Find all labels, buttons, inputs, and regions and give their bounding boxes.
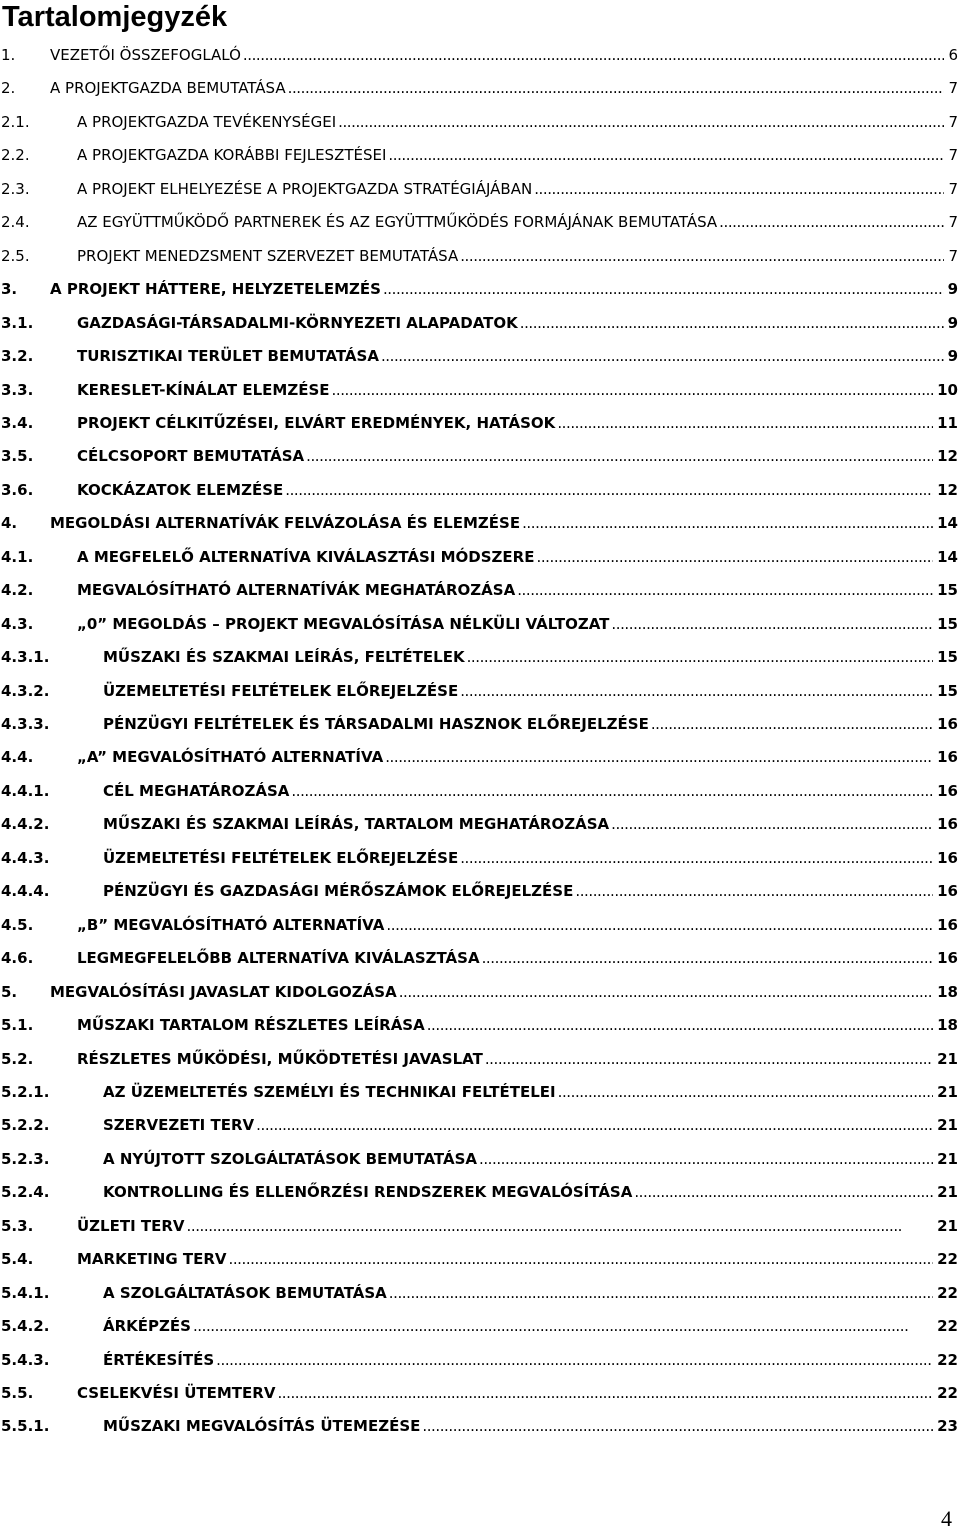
toc-dot-leader (634, 1181, 933, 1203)
toc-entry-title[interactable]: VEZETŐI ÖSSZEFOGLALÓ (50, 46, 241, 64)
toc-entry-body (103, 646, 960, 668)
toc-entry-title[interactable]: CÉLCSOPORT BEMUTATÁSA (77, 447, 305, 466)
toc-entry-body (50, 278, 960, 300)
toc-entry-page[interactable]: 6 (948, 46, 958, 64)
toc-entry-title[interactable]: „B” MEGVALÓSÍTHATÓ ALTERNATÍVA (77, 915, 385, 934)
toc-entry-body (77, 245, 960, 267)
toc-entry-number: 5.4.2. (1, 1317, 50, 1336)
toc-entry-number: 5.4.1. (1, 1283, 50, 1302)
toc-entry-body (77, 345, 960, 367)
toc-dot-leader (332, 379, 934, 401)
toc-entry-title[interactable]: CÉL MEGHATÁROZÁSA (103, 781, 290, 800)
toc-entry[interactable] (0, 379, 960, 401)
toc-dot-leader (651, 713, 933, 735)
toc-entry-page[interactable]: 7 (948, 179, 958, 198)
toc-entry-title[interactable]: TURISZTIKAI TERÜLET BEMUTATÁSA (77, 347, 379, 366)
toc-entry-number: 5.5. (1, 1384, 34, 1402)
toc-entry-page[interactable]: 22 (937, 1283, 958, 1302)
toc-entry-page[interactable]: 15 (937, 614, 958, 633)
toc-entry-title[interactable]: PROJEKT MENEDZSMENT SZERVEZET BEMUTATÁSA (77, 246, 459, 265)
toc-entry-body (103, 1349, 960, 1371)
toc-entry-title[interactable]: MŰSZAKI ÉS SZAKMAI LEÍRÁS, TARTALOM MEGHATÁROZÁSA (103, 815, 610, 834)
toc-entry-title[interactable]: A PROJEKTGAZDA TEVÉKENYSÉGEI (77, 112, 337, 131)
toc-entry-body (77, 746, 960, 768)
toc-entry[interactable] (0, 111, 960, 133)
toc-dot-leader (399, 981, 933, 1003)
toc-entry-title[interactable]: ÜZEMELTETÉSI FELTÉTELEK ELŐREJELZÉSE (103, 848, 459, 867)
toc-entry[interactable] (0, 1415, 960, 1437)
toc-entry-page[interactable]: 23 (937, 1417, 958, 1436)
toc-entry[interactable] (0, 1215, 960, 1237)
toc-entry-number: 2.3. (1, 179, 30, 198)
toc-dot-leader (229, 1248, 934, 1270)
toc-entry-title[interactable]: PÉNZÜGYI ÉS GAZDASÁGI MÉRŐSZÁMOK ELŐREJELZÉSE (103, 882, 574, 901)
toc-entry-body (77, 1014, 960, 1036)
toc-entry-number: 2.1. (1, 112, 30, 131)
toc-dot-leader (193, 1315, 933, 1337)
toc-entry-body (77, 947, 960, 969)
toc-entry-title[interactable]: MEGVALÓSÍTÁSI JAVASLAT KIDOLGOZÁSA (50, 982, 397, 1001)
toc-entry-title[interactable]: CSELEKVÉSI ÜTEMTERV (77, 1384, 276, 1402)
toc-dot-leader (460, 245, 944, 267)
toc-entry-page[interactable]: 7 (948, 112, 958, 131)
toc-entry[interactable] (0, 914, 960, 936)
toc-entry-body (77, 445, 960, 467)
toc-entry[interactable] (0, 680, 960, 702)
toc-entry-body (50, 512, 960, 534)
toc-entry-body (103, 1415, 960, 1437)
toc-entry[interactable] (0, 512, 960, 534)
toc-entry-page[interactable]: 7 (948, 213, 958, 232)
toc-entry-body (103, 680, 960, 702)
toc-entry-page[interactable]: 7 (948, 79, 958, 98)
toc-entry-number: 4.3.2. (1, 681, 50, 700)
toc-entry-body (77, 613, 960, 635)
toc-entry-number: 5.4.3. (1, 1350, 50, 1369)
toc-dot-leader (288, 77, 945, 99)
toc-entry[interactable] (0, 1315, 960, 1337)
toc-entry-title[interactable]: A PROJEKT HÁTTERE, HELYZETELEMZÉS (50, 280, 381, 299)
toc-entry-title[interactable]: A PROJEKT ELHELYEZÉSE A PROJEKTGAZDA STRATÉGIÁJÁBAN (77, 179, 533, 198)
toc-entry-page[interactable]: 9 (947, 347, 958, 366)
toc-entry-page[interactable]: 9 (947, 313, 958, 332)
toc-dot-leader (256, 1114, 933, 1136)
toc-entry-page[interactable]: 21 (937, 1216, 958, 1235)
toc-entry-page[interactable]: 12 (937, 480, 958, 499)
toc-entry-number: 4.3.3. (1, 715, 50, 733)
toc-entry[interactable] (0, 445, 960, 467)
toc-entry-body (77, 1382, 960, 1404)
toc-entry-number: 2.5. (1, 246, 30, 265)
toc-entry-page[interactable]: 16 (937, 715, 958, 733)
toc-entry-page[interactable]: 16 (937, 815, 958, 834)
toc-dot-leader (381, 345, 944, 367)
toc-entry-number: 4.4.2. (1, 815, 50, 834)
toc-entry-title[interactable]: RÉSZLETES MŰKÖDÉSI, MŰKÖDTETÉSI JAVASLAT (77, 1049, 483, 1068)
toc-entry-number: 3.1. (1, 313, 34, 332)
toc-entry[interactable] (0, 245, 960, 267)
toc-entry-page[interactable]: 21 (937, 1082, 958, 1101)
toc-entry-title[interactable]: ÉRTÉKESÍTÉS (103, 1350, 215, 1369)
toc-dot-leader (467, 646, 934, 668)
toc-entry[interactable] (0, 813, 960, 835)
toc-dot-leader (285, 479, 933, 501)
toc-entry-number: 5.3. (1, 1216, 34, 1235)
toc-entry[interactable] (0, 947, 960, 969)
toc-entry-body (77, 1048, 960, 1070)
toc-dot-leader (460, 680, 933, 702)
toc-entry-body (77, 144, 960, 166)
toc-entry-number: 3.4. (1, 413, 34, 432)
toc-dot-leader (338, 111, 944, 133)
toc-entry[interactable] (0, 579, 960, 601)
toc-entry[interactable] (0, 1148, 960, 1170)
toc-entry-number: 1. (1, 46, 16, 64)
toc-entry-number: 4.4.4. (1, 882, 50, 901)
toc-entry-page[interactable]: 16 (937, 949, 958, 968)
toc-dot-leader (306, 445, 933, 467)
toc-entry-body (103, 1081, 960, 1103)
toc-entry[interactable] (0, 746, 960, 768)
toc-entry-number: 4.1. (1, 547, 34, 566)
toc-dot-leader (187, 1215, 934, 1237)
toc-entry-page[interactable]: 9 (947, 280, 958, 299)
toc-entry-body (77, 579, 960, 601)
toc-entry-number: 4.4. (1, 748, 34, 767)
toc-entry-body (77, 412, 960, 434)
toc-dot-leader (482, 947, 934, 969)
toc-entry-number: 3. (1, 280, 18, 299)
toc-entry-title[interactable]: MARKETING TERV (77, 1250, 227, 1269)
toc-entry-title[interactable]: MEGOLDÁSI ALTERNATÍVÁK FELVÁZOLÁSA ÉS ELEMZÉSE (50, 514, 521, 533)
toc-entry-title[interactable]: PROJEKT CÉLKITŰZÉSEI, ELVÁRT EREDMÉNYEK, HATÁSOK (77, 413, 556, 432)
toc-entry-page[interactable]: 18 (937, 1016, 958, 1035)
toc-dot-leader (536, 546, 933, 568)
toc-entry-number: 4.3. (1, 614, 34, 633)
toc-entry-page[interactable]: 15 (937, 581, 958, 600)
toc-entry[interactable] (0, 847, 960, 869)
toc-dot-leader (558, 1081, 934, 1103)
toc-entry-body (103, 1315, 960, 1337)
toc-entry-number: 4.4.1. (1, 781, 50, 800)
toc-entry-title[interactable]: A PROJEKTGAZDA BEMUTATÁSA (50, 79, 286, 98)
toc-entry-title[interactable]: MŰSZAKI TARTALOM RÉSZLETES LEÍRÁSA (77, 1016, 425, 1035)
toc-entry-title[interactable]: „A” MEGVALÓSÍTHATÓ ALTERNATÍVA (77, 748, 384, 767)
toc-entry-body (77, 211, 960, 233)
toc-entry-number: 5.2.4. (1, 1183, 50, 1202)
toc-entry-body (103, 1181, 960, 1203)
toc-entry-title[interactable]: MEGVALÓSÍTHATÓ ALTERNATÍVÁK MEGHATÁROZÁSA (77, 581, 516, 600)
toc-entry-title[interactable]: MŰSZAKI MEGVALÓSÍTÁS ÜTEMEZÉSE (103, 1417, 421, 1436)
toc-entry-body (103, 813, 960, 835)
toc-entry-page[interactable]: 14 (937, 514, 958, 533)
toc-entry-page[interactable]: 16 (937, 748, 958, 767)
toc-entry-page[interactable]: 21 (937, 1149, 958, 1168)
toc-dot-leader (243, 44, 945, 66)
toc-entry[interactable] (0, 1081, 960, 1103)
toc-entry-page[interactable]: 14 (937, 547, 958, 566)
toc-entry-title[interactable]: ÜZLETI TERV (77, 1216, 185, 1235)
toc-entry-body (50, 981, 960, 1003)
toc-entry[interactable] (0, 713, 960, 735)
toc-entry-number: 5.2. (1, 1049, 34, 1068)
toc-entry-title[interactable]: PÉNZÜGYI FELTÉTELEK ÉS TÁRSADALMI HASZNOK ELŐREJELZÉSE (103, 715, 649, 733)
toc-entry[interactable] (0, 178, 960, 200)
toc-entry-body (50, 44, 960, 66)
toc-entry-body (77, 546, 960, 568)
toc-dot-leader (460, 847, 933, 869)
toc-dot-leader (522, 512, 933, 534)
toc-entry-number: 4.2. (1, 581, 34, 600)
toc-dot-leader (485, 1048, 933, 1070)
toc-dot-leader (389, 1282, 933, 1304)
toc-entry[interactable] (0, 44, 960, 66)
toc-entry-page[interactable]: 10 (937, 380, 958, 399)
toc-entry-number: 5.5.1. (1, 1417, 50, 1436)
toc-entry[interactable] (0, 345, 960, 367)
toc-entry[interactable] (0, 1248, 960, 1270)
toc-dot-leader (422, 1415, 933, 1437)
toc-dot-leader (277, 1382, 933, 1404)
toc-entry[interactable] (0, 312, 960, 334)
toc-entry-body (103, 847, 960, 869)
toc-entry-title[interactable]: GAZDASÁGI-TÁRSADALMI-KÖRNYEZETI ALAPADATOK (77, 313, 518, 332)
toc-entry-page[interactable]: 22 (937, 1250, 958, 1269)
toc-entry[interactable] (0, 780, 960, 802)
toc-entry-body (50, 77, 960, 99)
toc-entry-page[interactable]: 15 (937, 681, 958, 700)
toc-entry-body (77, 1248, 960, 1270)
toc-entry-title[interactable]: LEGMEGFELELŐBB ALTERNATÍVA KIVÁLASZTÁSA (77, 949, 480, 968)
toc-entry-title[interactable]: AZ EGYÜTTMŰKÖDŐ PARTNEREK ÉS AZ EGYÜTTMŰKÖDÉS FORMÁJÁNAK BEMUTATÁSA (77, 213, 718, 232)
toc-entry[interactable] (0, 646, 960, 668)
toc-entry[interactable] (0, 1114, 960, 1136)
toc-entry-title[interactable]: ÜZEMELTETÉSI FELTÉTELEK ELŐREJELZÉSE (103, 681, 459, 700)
toc-dot-leader (291, 780, 933, 802)
page-number: 4 (941, 1506, 952, 1531)
toc-entry-number: 2.2. (1, 146, 30, 165)
page-title: Tartalomjegyzék (2, 1, 228, 33)
toc-entry[interactable] (0, 1181, 960, 1203)
toc-entry-page[interactable]: 16 (937, 882, 958, 901)
toc-entry-number: 5.1. (1, 1016, 34, 1035)
toc-entry-number: 5.2.3. (1, 1149, 50, 1168)
toc-entry-page[interactable]: 12 (937, 447, 958, 466)
toc-entry-page[interactable]: 7 (948, 246, 958, 265)
toc-entry-number: 2. (1, 79, 16, 98)
toc-entry-number: 4.4.3. (1, 848, 50, 867)
toc-entry-number: 5.4. (1, 1250, 34, 1269)
toc-entry-number: 5. (1, 982, 18, 1001)
toc-entry[interactable] (0, 77, 960, 99)
toc-dot-leader (534, 178, 944, 200)
toc-entry-body (77, 379, 960, 401)
toc-entry-number: 3.5. (1, 447, 34, 466)
toc-entry[interactable] (0, 479, 960, 501)
toc-entry-title[interactable]: A MEGFELELŐ ALTERNATÍVA KIVÁLASZTÁSI MÓDSZERE (77, 547, 535, 566)
toc-entry-body (77, 479, 960, 501)
toc-entry-title[interactable]: SZERVEZETI TERV (103, 1116, 255, 1135)
toc-entry-number: 4.5. (1, 915, 34, 934)
toc-entry-page[interactable]: 21 (937, 1049, 958, 1068)
toc-dot-leader (557, 412, 933, 434)
toc-entry-title[interactable]: „0” MEGOLDÁS – PROJEKT MEGVALÓSÍTÁSA NÉLKÜLI VÁLTOZAT (77, 614, 610, 633)
toc-entry-page[interactable]: 16 (937, 915, 958, 934)
toc-entry[interactable] (0, 1382, 960, 1404)
toc-entry-number: 5.2.1. (1, 1082, 50, 1101)
toc-entry[interactable] (0, 546, 960, 568)
toc-entry-number: 3.3. (1, 380, 34, 399)
toc-entry-body (77, 178, 960, 200)
toc-dot-leader (386, 914, 933, 936)
toc-entry-body (77, 914, 960, 936)
toc-entry-number: 4. (1, 514, 18, 533)
toc-entry-body (103, 780, 960, 802)
toc-dot-leader (427, 1014, 933, 1036)
toc-dot-leader (611, 813, 933, 835)
toc-entry-number: 4.3.1. (1, 648, 50, 667)
toc-entry-title[interactable]: ÁRKÉPZÉS (103, 1317, 191, 1336)
toc-dot-leader (216, 1349, 933, 1371)
toc-entry[interactable] (0, 144, 960, 166)
toc-dot-leader (383, 278, 944, 300)
toc-entry-page[interactable]: 15 (937, 648, 958, 667)
toc-entry[interactable] (0, 1048, 960, 1070)
toc-entry-title[interactable]: MŰSZAKI ÉS SZAKMAI LEÍRÁS, FELTÉTELEK (103, 648, 465, 667)
toc-entry-page[interactable]: 21 (937, 1183, 958, 1202)
toc-entry-title[interactable]: KONTROLLING ÉS ELLENŐRZÉSI RENDSZEREK MEGVALÓSÍTÁSA (103, 1183, 633, 1202)
toc-entry[interactable] (0, 981, 960, 1003)
toc-entry-number: 5.2.2. (1, 1116, 50, 1135)
toc-entry-page[interactable]: 22 (937, 1384, 958, 1402)
toc-entry-body (103, 1282, 960, 1304)
toc-entry[interactable] (0, 1349, 960, 1371)
toc-entry-body (103, 880, 960, 902)
toc-entry[interactable] (0, 613, 960, 635)
toc-dot-leader (575, 880, 933, 902)
toc-entry-body (103, 713, 960, 735)
toc-entry-title[interactable]: KERESLET-KÍNÁLAT ELEMZÉSE (77, 380, 330, 399)
toc-dot-leader (611, 613, 933, 635)
toc-entry-title[interactable]: A PROJEKTGAZDA KORÁBBI FEJLESZTÉSEI (77, 146, 387, 165)
toc-entry-number: 4.6. (1, 949, 34, 968)
toc-entry-number: 3.6. (1, 480, 34, 499)
toc-dot-leader (479, 1148, 933, 1170)
toc-dot-leader (385, 746, 933, 768)
toc-entry-page[interactable]: 16 (937, 781, 958, 800)
toc-entry[interactable] (0, 880, 960, 902)
toc-entry-title[interactable]: A NYÚJTOTT SZOLGÁLTATÁSOK BEMUTATÁSA (103, 1149, 477, 1168)
toc-entry-number: 3.2. (1, 347, 34, 366)
toc-entry-page[interactable]: 21 (937, 1116, 958, 1135)
toc-dot-leader (520, 312, 944, 334)
toc-entry-body (77, 111, 960, 133)
toc-entry-page[interactable]: 16 (937, 848, 958, 867)
toc-entry-number: 2.4. (1, 213, 30, 232)
toc-entry-body (77, 312, 960, 334)
toc-entry-body (103, 1148, 960, 1170)
toc-entry[interactable] (0, 278, 960, 300)
toc-entry-page[interactable]: 7 (948, 146, 958, 165)
toc-entry[interactable] (0, 1014, 960, 1036)
toc-entry[interactable] (0, 211, 960, 233)
toc-dot-leader (517, 579, 933, 601)
toc-entry-title[interactable]: A SZOLGÁLTATÁSOK BEMUTATÁSA (103, 1283, 387, 1302)
toc-entry-body (103, 1114, 960, 1136)
toc-dot-leader (388, 144, 944, 166)
toc-entry[interactable] (0, 412, 960, 434)
toc-entry-page[interactable]: 22 (937, 1350, 958, 1369)
toc-entry[interactable] (0, 1282, 960, 1304)
toc-entry-page[interactable]: 18 (937, 982, 958, 1001)
toc-dot-leader (719, 211, 944, 233)
toc-entry-title[interactable]: AZ ÜZEMELTETÉS SZEMÉLYI ÉS TECHNIKAI FELTÉTELEI (103, 1082, 556, 1101)
toc-entry-page[interactable]: 22 (937, 1317, 958, 1336)
toc-entry-title[interactable]: KOCKÁZATOK ELEMZÉSE (77, 480, 284, 499)
toc-entry-page[interactable]: 11 (937, 413, 958, 432)
toc-entry-body (77, 1215, 960, 1237)
